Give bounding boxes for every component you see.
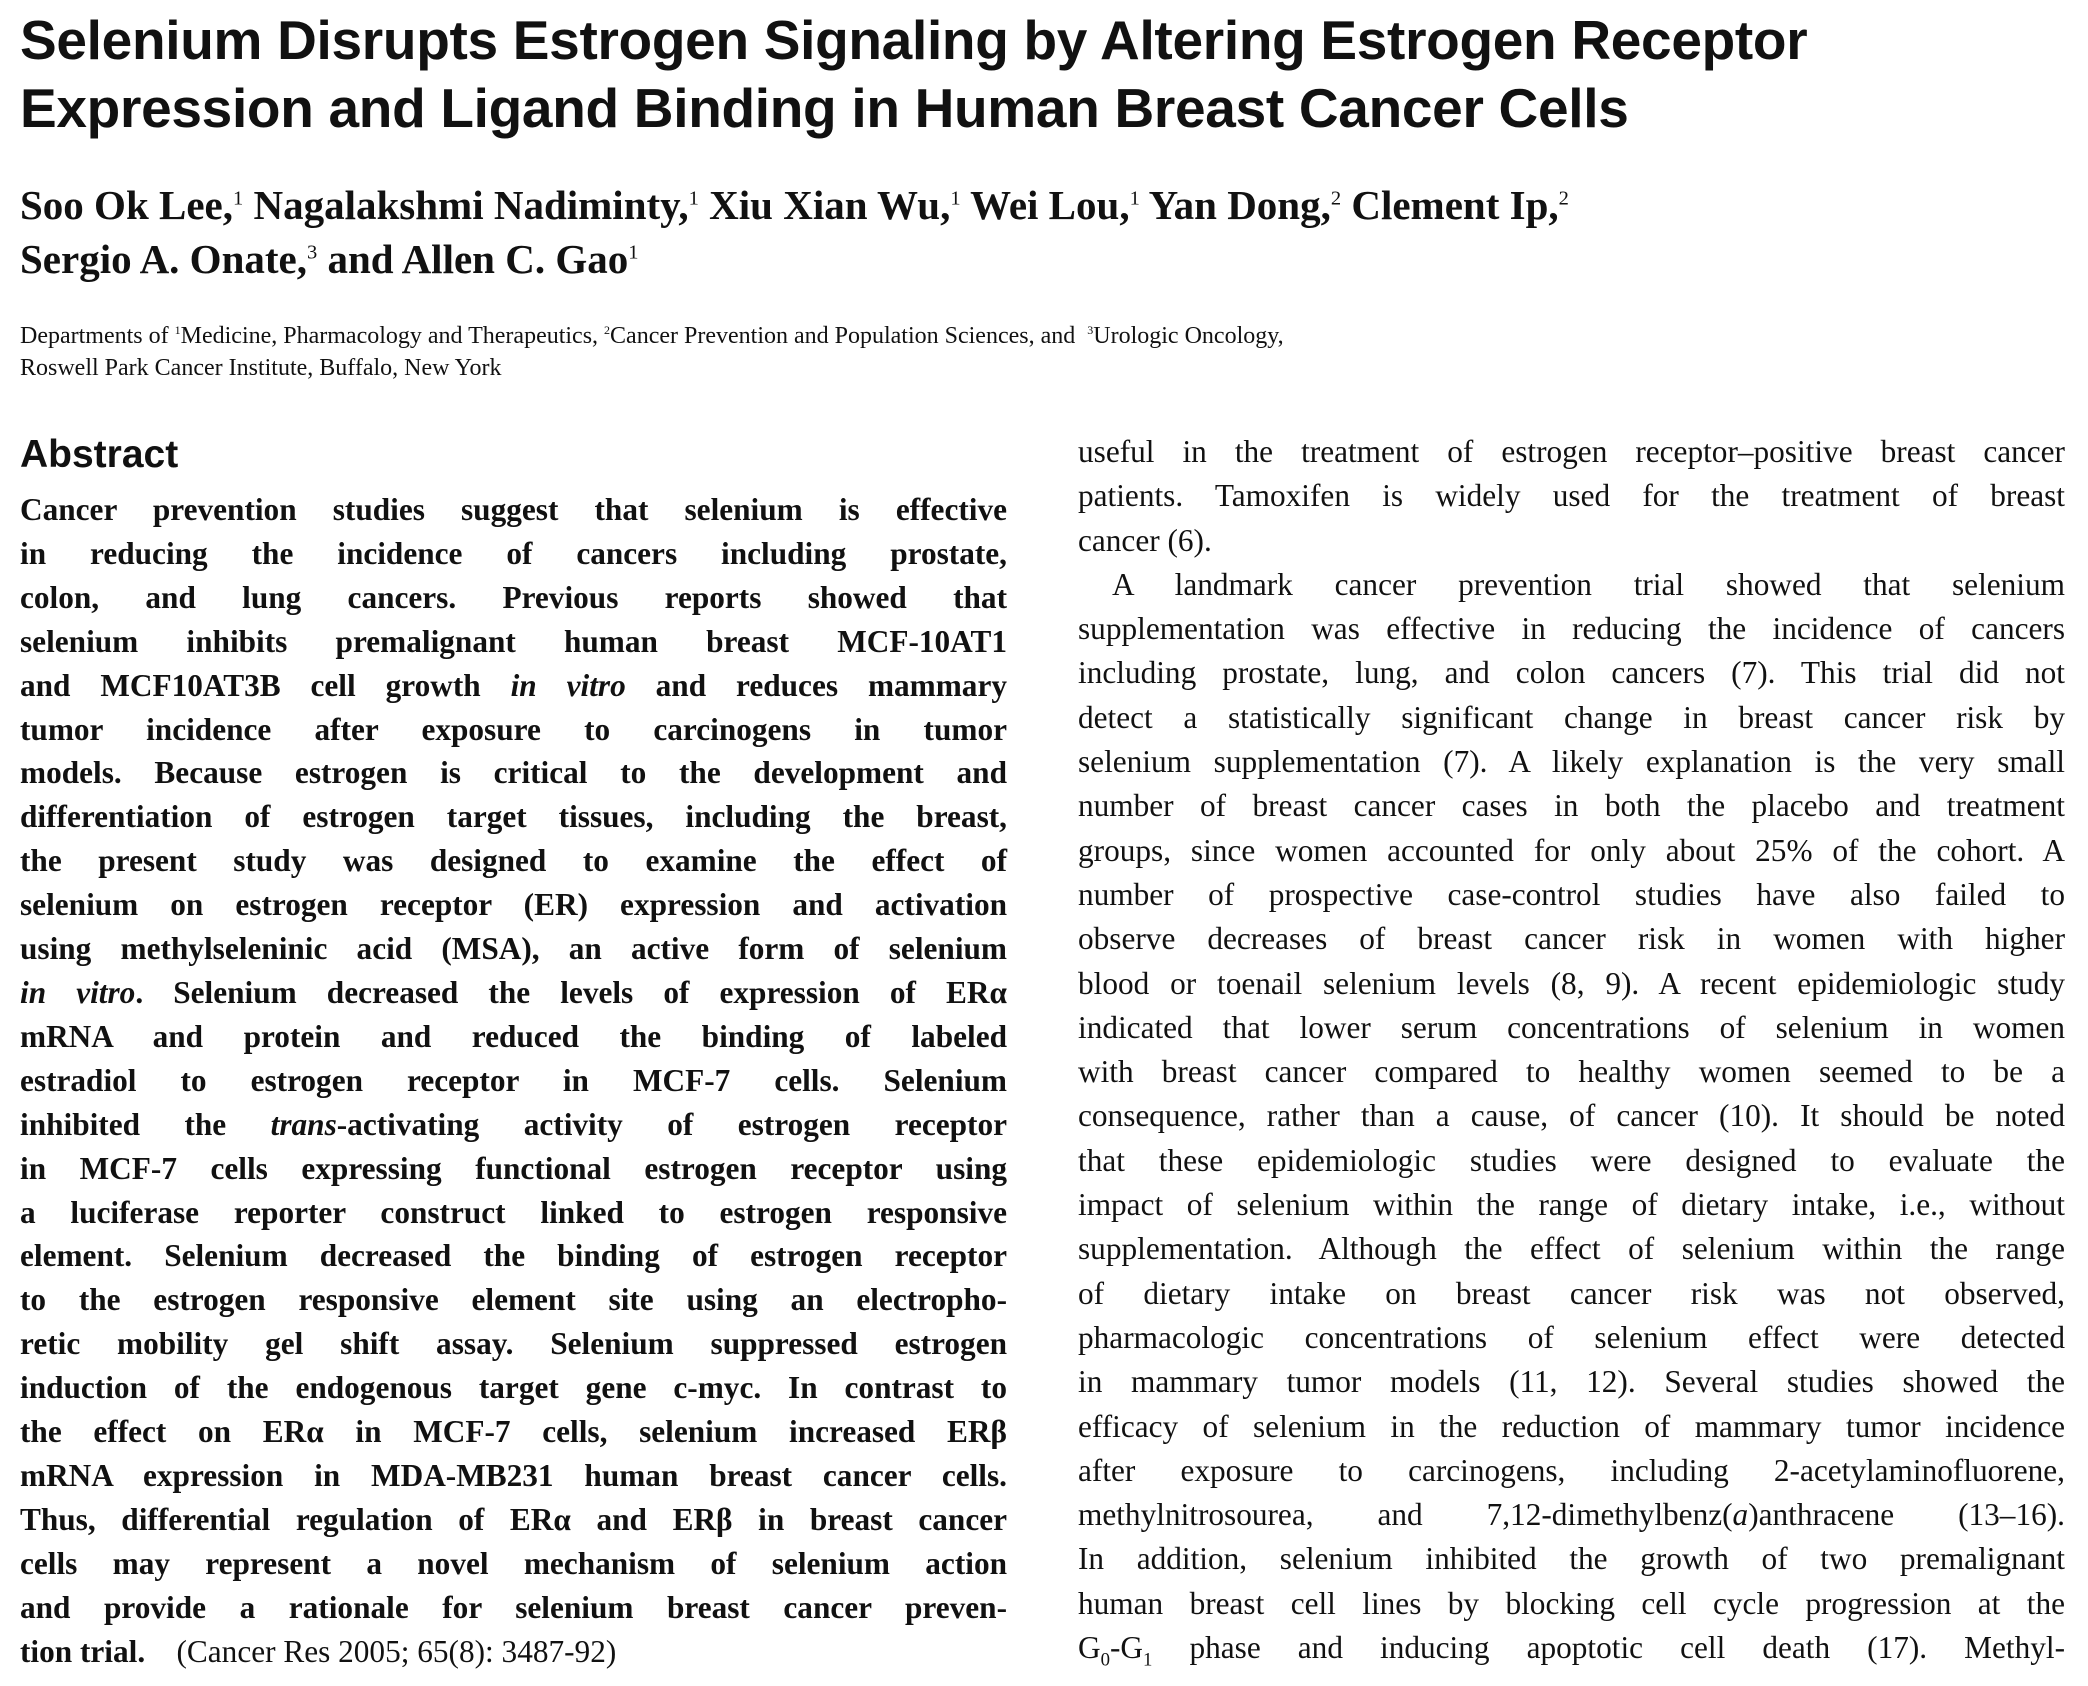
italic-term: in vitro [20,974,136,1010]
body-line: supplementation was effective in reducing the incidence of cancers [1078,611,2065,647]
abstract-line: to the estrogen responsive element site using an electropho- [20,1282,1007,1318]
body-line [1078,1626,2065,1670]
abstract-line: colon, and lung cancers. Previous reports showed that [20,579,1007,615]
body-line: efficacy of selenium in the reduction of mammary tumor incidence [1078,1408,2065,1444]
abstract-line: tumor incidence after exposure to carcinogens in tumor [20,711,1007,747]
body-line: number of breast cancer cases in both the placebo and treatment [1078,788,2065,824]
body-line: methylnitrosourea, and 7,12-dimethylbenz(a)anthracene (13–16). [1078,1497,2065,1533]
abstract-line: selenium inhibits premalignant human breast MCF-10AT1 [20,623,1007,659]
affiliation-mark: 2 [604,323,611,337]
abstract-line: cells may represent a novel mechanism of selenium action [20,1545,1007,1581]
affiliation-mark: 1 [233,187,244,210]
abstract-line: and MCF10AT3B cell growth in vitro and reduces mammary [20,667,1007,703]
body-line: after exposure to carcinogens, including 2-acetylaminofluorene, [1078,1452,2065,1488]
body-line: selenium supplementation (7). A likely explanation is the very small [1078,744,2065,780]
department: Cancer Prevention and Population Sciences, and [610,323,1076,349]
body-line: impact of selenium within the range of dietary intake, i.e., without [1078,1187,2065,1223]
abstract-line: retic mobility gel shift assay. Selenium suppressed estrogen [20,1326,1007,1362]
body-line: of dietary intake on breast cancer risk was not observed, [1078,1275,2065,1311]
body-line: indicated that lower serum concentrations of selenium in women [1078,1009,2065,1045]
affiliation-line [20,320,2020,352]
affiliation-mark: 1 [688,187,699,210]
affiliation-mark: 2 [1558,187,1569,210]
abstract-line: mRNA and protein and reduced the binding of labeled [20,1018,1007,1054]
affiliation-mark: 1 [1129,187,1140,210]
department: Medicine, Pharmacology and Therapeutics, [180,323,599,349]
author-line [20,178,2020,232]
author-list [20,178,2020,286]
journal-citation: (Cancer Res 2005; 65(8): 3487-92) [176,1633,617,1669]
author-line [20,232,2020,286]
abstract-line: the present study was designed to examine the effect of [20,843,1007,879]
body-line: A landmark cancer prevention trial showed that selenium [1112,566,2065,602]
body-line: with breast cancer compared to healthy women seemed to be a [1078,1054,2065,1090]
abstract-line: models. Because estrogen is critical to the development and [20,755,1007,791]
institute: Roswell Park Cancer Institute, Buffalo, New York [20,355,502,381]
italic-term: in vitro [510,667,626,703]
abstract-line: differentiation of estrogen target tissues, including the breast, [20,799,1007,835]
abstract-line: mRNA expression in MDA-MB231 human breast cancer cells. [20,1457,1007,1493]
body-line: including prostate, lung, and colon cancers (7). This trial did not [1078,655,2065,691]
body-line: useful in the treatment of estrogen receptor–positive breast cancer [1078,434,2065,469]
subscript: 1 [1143,1649,1153,1671]
body-final-line [1078,1626,2065,1670]
abstract-line: the effect on ERα in MCF-7 cells, selenium increased ERβ [20,1414,1007,1450]
italic-term: trans [270,1106,337,1142]
abstract-final-line [20,1630,1007,1674]
body-line: that these epidemiologic studies were designed to evaluate the [1078,1142,2065,1178]
abstract-heading: Abstract [20,433,179,476]
body-line: number of prospective case-control studies have also failed to [1078,876,2065,912]
body-text [1078,430,2065,1626]
author-name: Yan Dong, [1148,182,1331,228]
abstract-text [20,488,1007,1630]
abstract-line: in reducing the incidence of cancers including prostate, [20,535,1007,571]
body-line: detect a statistically significant change in breast cancer risk by [1078,699,2065,735]
affiliation-mark: 1 [174,323,181,337]
body-line: human breast cell lines by blocking cell cycle progression at the [1078,1585,2065,1621]
author-name: Xiu Xian Wu, [709,182,951,228]
abstract-line: using methylseleninic acid (MSA), an active form of selenium [20,931,1007,967]
abstract-line: a luciferase reporter construct linked to estrogen responsive [20,1194,1007,1230]
author-name: Sergio A. Onate, [20,236,307,282]
abstract-line: induction of the endogenous target gene c-myc. In contrast to [20,1370,1007,1406]
title-line: Selenium Disrupts Estrogen Signaling by Altering Estrogen Receptor [20,9,1808,71]
affiliation-prefix: Departments of [20,323,169,349]
abstract-line: and provide a rationale for selenium breast cancer preven- [20,1589,1007,1625]
body-line: blood or toenail selenium levels (8, 9). A recent epidemiologic study [1078,965,2065,1001]
left-column [20,430,1007,1673]
abstract-line: estradiol to estrogen receptor in MCF-7 cells. Selenium [20,1062,1007,1098]
affiliation-mark: 2 [1330,187,1342,210]
abstract-line: tion trial. [20,1633,146,1669]
department: Urologic Oncology, [1093,323,1284,349]
text-segment: phase and inducing apoptotic cell death (17). Methyl- [1152,1630,2065,1666]
text-segment: G [1078,1630,1101,1666]
author-name: Wei Lou, [970,182,1130,228]
abstract-line: Thus, differential regulation of ERα and ERβ in breast cancer [20,1501,1007,1537]
affiliation-mark: 1 [950,187,961,210]
body-line: supplementation. Although the effect of selenium within the range [1078,1231,2065,1267]
body-line: consequence, rather than a cause, of cancer (10). It should be noted [1078,1098,2065,1134]
subscript: 0 [1100,1649,1110,1671]
author-name: Soo Ok Lee, [20,182,233,228]
author-name: Clement Ip, [1351,182,1559,228]
abstract-line: in vitro. Selenium decreased the levels of expression of ERα [20,974,1007,1010]
body-line: In addition, selenium inhibited the growth of two premalignant [1078,1541,2065,1577]
body-line: patients. Tamoxifen is widely used for the treatment of breast [1078,478,2065,514]
body-line: groups, since women accounted for only about 25% of the cohort. A [1078,832,2065,868]
affiliations [20,320,2020,384]
italic-term: a [1732,1497,1749,1533]
right-column [1078,430,2065,1670]
abstract-line: inhibited the trans-activating activity of estrogen receptor [20,1106,1008,1142]
abstract-line: in MCF-7 cells expressing functional estrogen receptor using [20,1150,1007,1186]
article-title [20,6,2020,142]
author-name: Nagalakshmi Nadiminty, [253,182,689,228]
abstract-line: selenium on estrogen receptor (ER) expression and activation [20,887,1007,923]
affiliation-mark: 3 [306,241,318,264]
abstract-line: element. Selenium decreased the binding of estrogen receptor [20,1238,1007,1274]
body-line: observe decreases of breast cancer risk in women with higher [1078,921,2065,957]
author-name: and Allen C. Gao [327,236,629,282]
affiliation-mark: 1 [628,241,639,264]
body-line: pharmacologic concentrations of selenium effect were detected [1078,1319,2065,1355]
title-line: Expression and Ligand Binding in Human Breast Cancer Cells [20,77,1629,139]
body-line: cancer (6). [1078,522,1212,558]
text-segment: -G [1110,1630,1144,1666]
abstract-line: Cancer prevention studies suggest that selenium is effective [20,492,1007,527]
body-line: in mammary tumor models (11, 12). Several studies showed the [1078,1364,2065,1400]
affiliation-mark: 3 [1087,323,1094,337]
